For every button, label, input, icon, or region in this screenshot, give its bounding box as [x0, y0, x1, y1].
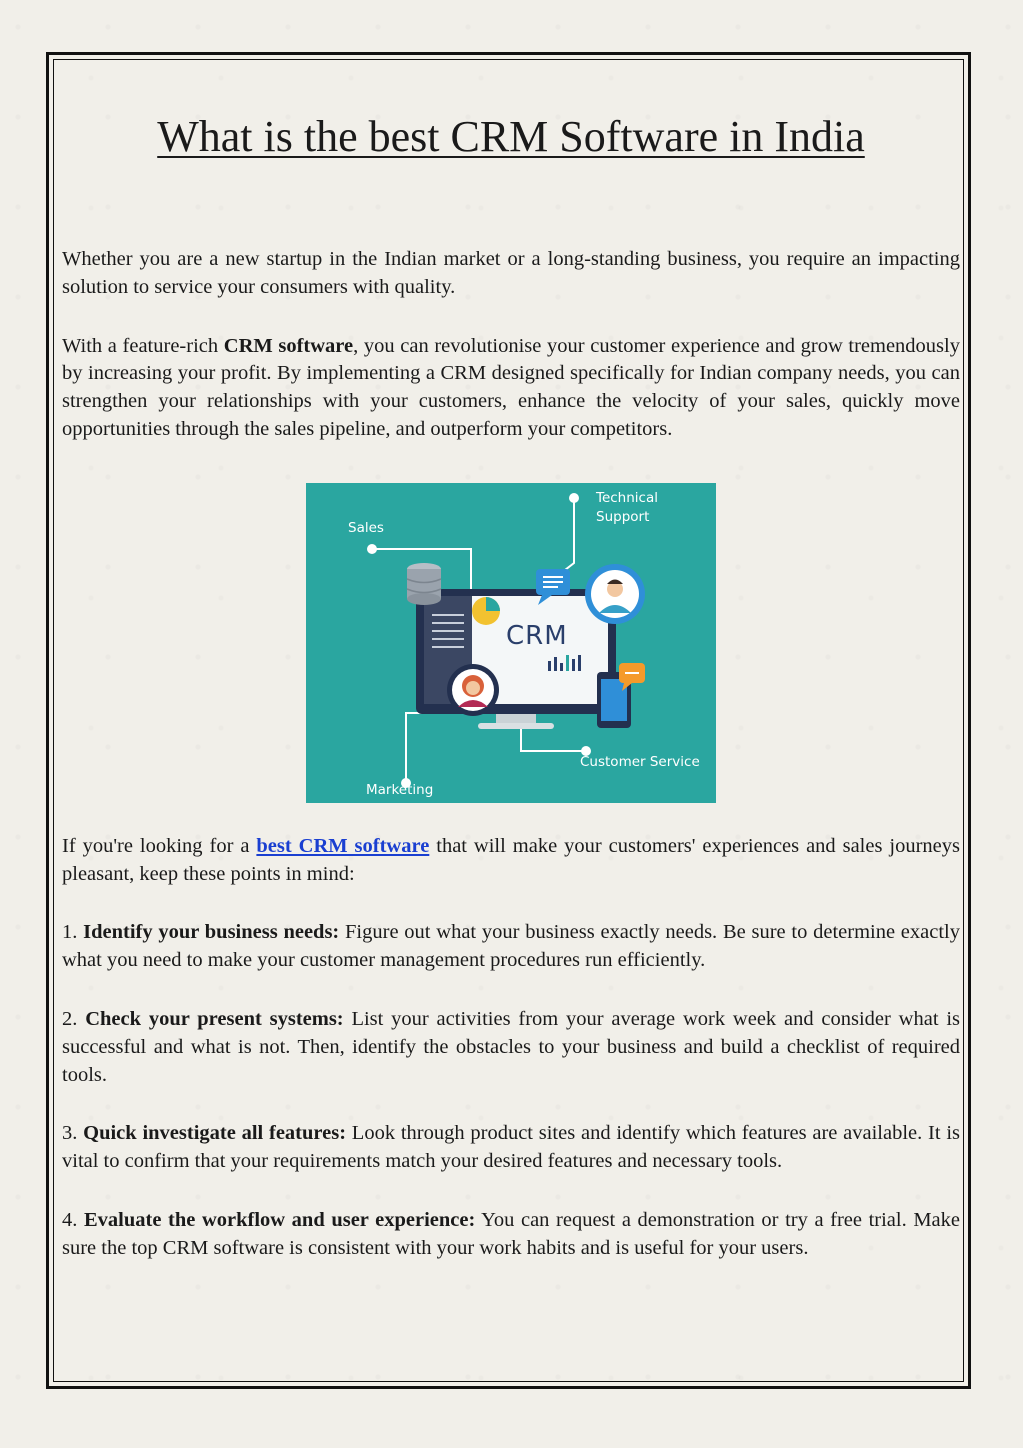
page-title: What is the best CRM Software in India: [157, 112, 865, 161]
label-support: Support: [596, 508, 650, 525]
best-crm-software-link[interactable]: best CRM software: [256, 834, 430, 857]
point-heading: Identify your business needs:: [83, 921, 340, 944]
label-technical: Technical: [596, 489, 658, 506]
list-item: 4. Evaluate the workflow and user experience: You can request a demonstration or try a free trial. Make sure the top CRM software is consistent with your work habits and is useful for your users.: [62, 1208, 960, 1259]
document-body: [62, 60, 960, 1263]
list-item: 3. Quick investigate all features: Look through product sites and identify which features are available. It is vital to confirm that your requirements match your desired features and necessary tools.: [62, 1122, 960, 1173]
figure-container: [62, 483, 960, 803]
point-heading: Evaluate the workflow and user experience:: [83, 1208, 476, 1231]
points-intro-paragraph: If you're looking for a best CRM software that will make your customers' experiences and sales journeys pleasant, keep these points in mind:: [62, 834, 961, 885]
crm-benefits-paragraph: With a feature-rich CRM software, you can revolutionise your customer experience and grow tremendously by increasing your profit. By implementing a CRM designed specifically for Indian company needs, you can strengthen your relationships with your customers, enhance the velocity of your sales, quickly move opportunities through the sales pipeline, and outperform your competitors.: [62, 334, 960, 440]
list-item: 1. Identify your business needs: Figure out what your business exactly needs. Be sure to determine exactly what you need to make your customer management procedures run efficiently.: [62, 921, 960, 972]
label-crm: CRM: [506, 620, 568, 651]
list-item: 2. Check your present systems: List your activities from your average work week and consider what is successful and what is not. Then, identify the obstacles to your business and build a checklist of required tools.: [62, 1007, 961, 1086]
point-heading: Check your present systems:: [85, 1007, 344, 1030]
point-heading: Quick investigate all features:: [83, 1122, 347, 1145]
intro-paragraph: Whether you are a new startup in the Indian market or a long-standing business, you require an impacting solution to service your consumers with quality.: [62, 248, 960, 298]
crm-illustration: [306, 483, 716, 803]
crm-software-bold: CRM software: [223, 334, 354, 357]
label-sales: Sales: [348, 519, 384, 536]
label-customer-service: Customer Service: [580, 753, 700, 770]
label-marketing: Marketing: [366, 781, 434, 798]
